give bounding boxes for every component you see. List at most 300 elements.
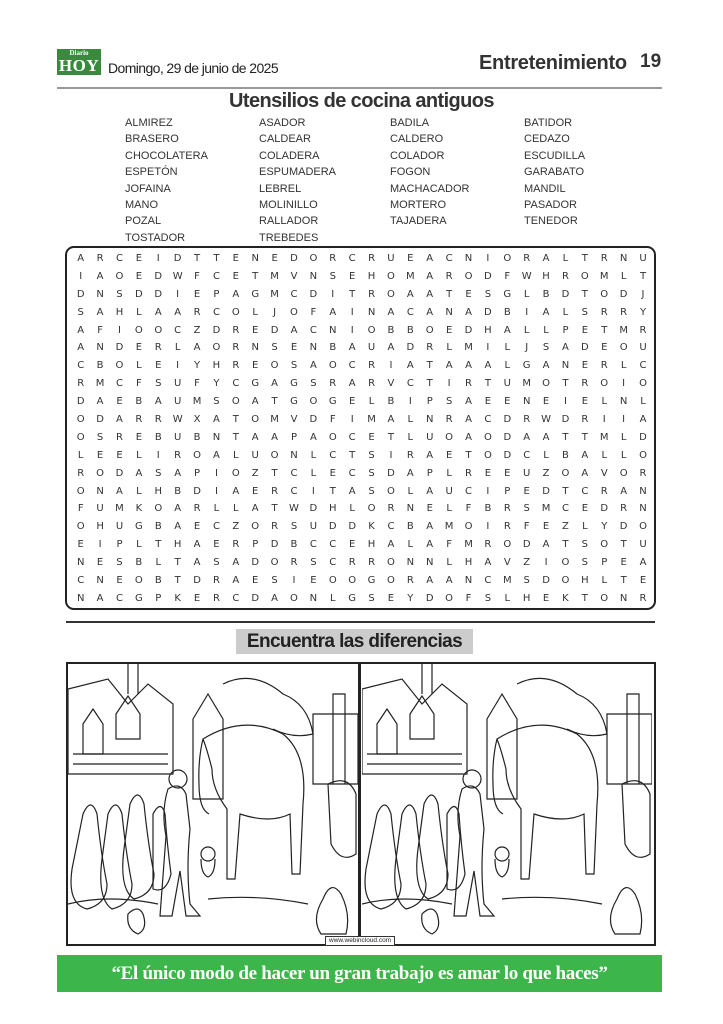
grid-cell: B (135, 557, 143, 569)
grid-cell: A (426, 253, 434, 264)
grid-cell: C (115, 378, 123, 390)
grid-cell: A (174, 306, 182, 318)
grid-cell: E (252, 575, 259, 587)
grid-cell: A (581, 449, 589, 461)
grid-cell: L (504, 592, 511, 604)
grid-cell: S (310, 557, 317, 569)
grid-cell: L (407, 485, 414, 497)
grid-cell: R (271, 485, 279, 497)
section-title: Entretenimiento (479, 52, 627, 74)
grid-cell: S (368, 485, 375, 497)
grid-cell: I (563, 396, 567, 408)
grid-cell: A (154, 306, 162, 318)
grid-cell: E (116, 396, 123, 408)
grid-cell: O (387, 485, 395, 497)
grid-cell: O (134, 575, 143, 587)
grid-cell: C (484, 414, 492, 426)
grid-cell: S (116, 557, 123, 569)
grid-cell: E (581, 503, 589, 515)
grid-cell: C (290, 485, 298, 497)
grid-cell: F (465, 503, 472, 515)
grid-cell: Y (639, 306, 647, 318)
grid-cell: E (601, 342, 608, 354)
grid-cell: U (426, 431, 434, 443)
grid-cell: R (348, 557, 356, 569)
grid-cell: R (329, 253, 337, 264)
word-item: CALDEAR (259, 133, 311, 146)
grid-cell: L (523, 288, 530, 300)
grid-cell: T (252, 270, 259, 282)
grid-cell: F (194, 270, 200, 282)
grid-cell: T (562, 378, 569, 390)
word-item: GARABATO (524, 166, 585, 179)
grid-cell: M (599, 270, 609, 282)
grid-cell: A (542, 360, 550, 372)
logo-big-text: HOY (58, 56, 100, 75)
grid-cell: H (581, 575, 589, 587)
grid-cell: D (425, 592, 434, 604)
grid-cell: I (311, 485, 315, 497)
grid-cell: T (484, 378, 491, 390)
grid-cell: I (408, 396, 412, 408)
grid-cell: R (445, 270, 453, 282)
grid-cell: C (309, 324, 317, 336)
grid-cell: L (233, 449, 239, 461)
grid-cell: T (581, 592, 588, 604)
grid-cell: I (622, 414, 626, 426)
grid-cell: A (96, 592, 104, 604)
grid-cell: E (484, 396, 492, 408)
grid-cell: I (350, 306, 354, 318)
grid-cell: V (503, 557, 511, 569)
grid-cell: D (484, 306, 492, 318)
grid-cell: C (329, 539, 337, 551)
grid-cell: O (639, 378, 647, 390)
grid-cell: A (154, 396, 162, 408)
grid-cell: A (542, 539, 550, 551)
grid-cell: C (115, 592, 123, 604)
grid-cell: D (348, 521, 357, 533)
grid-cell: O (561, 575, 570, 587)
grid-cell: E (349, 396, 356, 408)
grid-cell: G (348, 592, 357, 604)
grid-cell: B (96, 360, 104, 372)
grid-cell: K (135, 503, 143, 515)
grid-cell: F (77, 503, 84, 515)
grid-cell: D (154, 288, 163, 300)
grid-cell: L (562, 253, 569, 264)
grid-cell: L (368, 396, 375, 408)
grid-cell: O (270, 557, 279, 569)
grid-cell: R (639, 324, 647, 336)
grid-cell: L (136, 485, 142, 497)
grid-cell: P (194, 467, 201, 479)
grid-cell: B (562, 449, 569, 461)
grid-cell: T (329, 485, 336, 497)
grid-cell: S (290, 521, 298, 533)
grid-cell: E (581, 324, 589, 336)
grid-cell: A (232, 557, 240, 569)
grid-cell: A (96, 306, 104, 318)
grid-cell: A (387, 414, 395, 426)
grid-cell: Z (232, 521, 240, 533)
grid-cell: T (562, 431, 569, 443)
grid-cell: U (387, 253, 395, 264)
grid-cell: L (349, 503, 355, 515)
grid-cell: S (484, 288, 492, 300)
grid-cell: Y (601, 521, 608, 533)
grid-cell: T (193, 253, 201, 264)
grid-cell: I (486, 485, 490, 497)
grid-cell: D (639, 431, 647, 443)
grid-cell: A (309, 360, 317, 372)
grid-cell: E (193, 521, 201, 533)
word-item: JOFAINA (125, 182, 171, 195)
grid-cell: T (562, 485, 569, 497)
grid-cell: C (348, 253, 356, 264)
grid-cell: H (115, 306, 124, 318)
grid-cell: S (368, 592, 375, 604)
grid-cell: E (504, 396, 511, 408)
grid-cell: N (425, 557, 434, 569)
grid-cell: C (212, 270, 220, 282)
grid-cell: R (523, 414, 531, 426)
grid-cell: L (446, 557, 452, 569)
grid-cell: A (309, 431, 317, 443)
grid-cell: F (194, 378, 200, 390)
grid-cell: N (561, 360, 570, 372)
grid-cell: C (290, 288, 298, 300)
grid-cell: A (426, 521, 434, 533)
grid-cell: E (445, 449, 453, 461)
grid-cell: Y (213, 378, 220, 390)
grid-cell: O (115, 270, 124, 282)
grid-cell: I (389, 449, 393, 461)
grid-cell: A (406, 467, 414, 479)
logo-small-text: Diario (69, 49, 89, 57)
grid-cell: A (465, 414, 472, 426)
word-item: ALMIREZ (125, 117, 173, 129)
grid-cell: N (96, 288, 104, 300)
grid-cell: O (154, 324, 163, 336)
grid-cell: O (328, 431, 337, 443)
grid-cell: R (406, 449, 414, 461)
grid-cell: R (620, 503, 628, 515)
grid-cell: O (328, 360, 337, 372)
grid-cell: U (115, 521, 124, 533)
grid-cell: S (542, 342, 550, 354)
word-item: COLADOR (390, 149, 445, 162)
grid-cell: I (98, 539, 102, 551)
grid-cell: D (328, 521, 337, 533)
grid-cell: I (156, 253, 160, 264)
grid-cell: T (213, 253, 220, 264)
grid-cell: O (445, 431, 454, 443)
grid-cell: R (368, 288, 376, 300)
grid-cell: O (503, 539, 512, 551)
grid-cell: O (251, 414, 260, 426)
grid-cell: N (619, 592, 628, 604)
grid-cell: M (464, 342, 473, 354)
grid-cell: D (619, 288, 628, 300)
grid-cell: E (349, 539, 356, 551)
grid-cell: A (445, 575, 453, 587)
grid-cell: N (367, 306, 376, 318)
grid-cell: I (350, 414, 354, 426)
grid-cell: L (620, 449, 627, 461)
grid-cell: O (270, 449, 279, 461)
grid-cell: E (349, 270, 356, 282)
grid-cell: T (232, 431, 239, 443)
quote-banner: “El único modo de hacer un gran trabajo es amar lo que haces” (57, 955, 662, 992)
grid-cell: E (445, 324, 453, 336)
word-item: CEDAZO (524, 133, 570, 146)
grid-cell: G (134, 521, 143, 533)
grid-cell: T (174, 575, 181, 587)
grid-cell: Z (542, 467, 550, 479)
grid-cell: E (581, 360, 589, 372)
grid-cell: H (367, 270, 376, 282)
grid-cell: R (561, 270, 569, 282)
grid-cell: Y (193, 360, 201, 372)
grid-cell: E (193, 592, 201, 604)
grid-cell: J (525, 342, 529, 354)
grid-cell: R (232, 360, 240, 372)
word-item: RALLADOR (259, 215, 319, 228)
grid-cell: E (465, 288, 472, 300)
grid-cell: L (407, 431, 414, 443)
grid-cell: W (541, 414, 552, 426)
grid-cell: N (464, 575, 473, 587)
grid-cell: U (639, 342, 647, 354)
grid-cell: D (270, 539, 279, 551)
grid-cell: P (426, 396, 433, 408)
grid-cell: M (270, 270, 279, 282)
grid-cell: D (115, 342, 124, 354)
grid-cell: A (77, 253, 85, 264)
grid-cell: A (193, 557, 201, 569)
grid-cell: O (600, 539, 609, 551)
grid-cell: M (522, 378, 531, 390)
grid-cell: L (446, 503, 452, 515)
grid-cell: E (232, 253, 239, 264)
grid-cell: A (251, 503, 259, 515)
grid-cell: I (79, 270, 83, 282)
grid-cell: D (212, 324, 221, 336)
grid-cell: H (173, 539, 182, 551)
grid-cell: O (600, 288, 609, 300)
grid-cell: C (581, 485, 589, 497)
grid-cell: M (444, 521, 454, 533)
grid-cell: L (310, 449, 317, 461)
grid-cell: C (465, 485, 472, 497)
grid-cell: E (329, 467, 336, 479)
grid-cell: E (542, 592, 550, 604)
page-number: 19 (640, 51, 662, 72)
grid-cell: I (486, 342, 490, 354)
grid-cell: A (290, 324, 298, 336)
grid-cell: M (270, 288, 279, 300)
grid-cell: A (116, 414, 123, 426)
grid-cell: A (387, 306, 395, 318)
grid-cell: C (523, 449, 531, 461)
grid-cell: O (231, 396, 240, 408)
grid-cell: C (329, 449, 337, 461)
grid-cell: O (483, 449, 492, 461)
word-item: TAJADERA (390, 215, 447, 228)
grid-cell: M (464, 539, 473, 551)
grid-cell: E (523, 485, 530, 497)
grid-cell: F (310, 306, 317, 318)
grid-cell: D (561, 414, 570, 426)
grid-cell: A (174, 467, 182, 479)
grid-cell: N (309, 342, 318, 354)
grid-cell: S (329, 270, 336, 282)
grid-cell: R (484, 539, 492, 551)
grid-cell: P (116, 539, 123, 551)
grid-cell: C (348, 360, 356, 372)
grid-cell: H (329, 503, 337, 515)
grid-cell: O (231, 467, 240, 479)
grid-cell: B (542, 288, 550, 300)
grid-cell: C (232, 378, 240, 390)
header-divider (57, 87, 662, 89)
grid-cell: L (601, 575, 608, 587)
grid-cell: S (523, 575, 530, 587)
grid-cell: U (503, 378, 511, 390)
grid-cell: U (367, 342, 376, 354)
grid-cell: O (76, 485, 85, 497)
word-item: BATIDOR (524, 117, 573, 129)
grid-cell: A (484, 360, 492, 372)
grid-cell: A (542, 431, 550, 443)
grid-cell: N (290, 449, 298, 461)
grid-cell: E (232, 270, 239, 282)
grid-cell: R (96, 253, 104, 264)
grid-cell: A (251, 431, 259, 443)
grid-cell: T (620, 575, 627, 587)
grid-cell: I (486, 521, 490, 533)
grid-cell: U (173, 396, 182, 408)
word-item: ESPETÓN (125, 166, 178, 179)
grid-cell: S (213, 396, 220, 408)
grid-cell: E (155, 360, 162, 372)
grid-cell: R (193, 306, 201, 318)
grid-cell: O (212, 342, 221, 354)
farm-scene-illustration (68, 664, 358, 944)
grid-cell: O (290, 592, 298, 604)
grid-cell: S (213, 557, 220, 569)
grid-cell: A (426, 270, 434, 282)
grid-cell: A (193, 342, 201, 354)
grid-cell: T (349, 449, 356, 461)
grid-cell: N (329, 324, 337, 336)
grid-cell: B (406, 324, 414, 336)
grid-cell: I (389, 360, 393, 372)
grid-cell: B (154, 575, 162, 587)
grid-cell: I (118, 324, 121, 336)
grid-cell: T (446, 288, 453, 300)
grid-cell: A (426, 449, 434, 461)
grid-cell: G (367, 575, 376, 587)
grid-cell: T (271, 467, 278, 479)
grid-cell: A (639, 557, 647, 569)
grid-cell: S (310, 378, 317, 390)
word-item: POZAL (125, 215, 162, 228)
word-item: CHOCOLATERA (125, 149, 208, 162)
grid-cell: F (465, 592, 472, 604)
grid-cell: N (406, 503, 415, 515)
grid-cell: G (251, 288, 260, 300)
grid-cell: R (154, 414, 162, 426)
grid-cell: H (212, 360, 221, 372)
grid-cell: K (368, 521, 375, 533)
grid-cell: C (387, 521, 395, 533)
grid-cell: S (290, 360, 298, 372)
grid-cell: F (97, 324, 103, 336)
grid-cell: T (465, 449, 472, 461)
grid-cell: L (136, 306, 142, 318)
grid-cell: I (486, 253, 490, 264)
grid-cell: O (445, 592, 454, 604)
grid-cell: M (115, 503, 124, 515)
grid-cell: U (639, 539, 647, 551)
grid-cell: E (252, 360, 259, 372)
differences-images (66, 662, 656, 946)
grid-cell: I (176, 360, 180, 372)
grid-cell: H (522, 592, 531, 604)
grid-cell: O (290, 306, 298, 318)
grid-cell: T (639, 270, 647, 282)
grid-cell: S (484, 592, 492, 604)
grid-cell: R (600, 306, 608, 318)
grid-cell: A (348, 378, 356, 390)
grid-cell: I (156, 449, 160, 461)
grid-cell: A (620, 485, 628, 497)
grid-cell: V (290, 414, 298, 426)
grid-cell: D (76, 396, 85, 408)
grid-cell: D (193, 485, 201, 497)
grid-cell: R (600, 360, 608, 372)
grid-cell: A (465, 306, 472, 318)
grid-cell: N (464, 253, 473, 264)
grid-cell: P (426, 467, 433, 479)
grid-cell: R (77, 378, 85, 390)
grid-cell: A (329, 306, 337, 318)
grid-cell: A (135, 467, 143, 479)
grid-cell: D (484, 270, 492, 282)
grid-cell: Z (523, 557, 531, 569)
grid-cell: F (504, 270, 511, 282)
grid-cell: F (329, 414, 336, 426)
grid-cell: L (446, 342, 452, 354)
grid-cell: N (406, 557, 415, 569)
grid-cell: M (192, 396, 202, 408)
grid-cell: O (367, 503, 376, 515)
grid-cell: O (231, 306, 240, 318)
grid-cell: T (232, 414, 239, 426)
grid-cell: E (581, 396, 589, 408)
grid-cell: N (251, 342, 259, 354)
grid-cell: N (309, 592, 318, 604)
grid-cell: T (581, 431, 588, 443)
grid-cell: L (407, 414, 414, 426)
grid-cell: A (271, 378, 279, 390)
grid-cell: E (620, 557, 627, 569)
grid-cell: O (193, 449, 201, 461)
grid-cell: S (445, 396, 453, 408)
grid-cell: S (581, 306, 589, 318)
